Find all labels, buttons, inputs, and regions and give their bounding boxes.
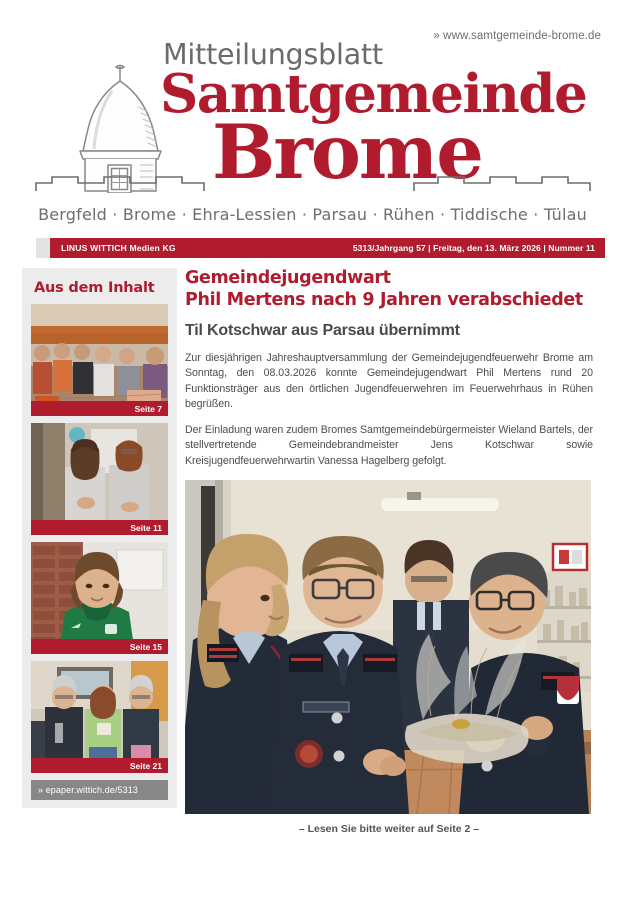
article-kicker-line1: Gemeindejugendwart bbox=[185, 268, 391, 288]
page-badge: Seite 15 bbox=[31, 639, 168, 654]
article-paragraph-1: Zur diesjährigen Jahreshauptversammlung der Gemeindejugendfeuerwehr Brome am Sonntag, den 08.03.2026 konnte Gemeindejugendwart Phil Mertens rund 20 Funktionsträger aus den örtlichen Jugendfeuerwehren im Feuerwehrhaus in Rühen begrüßen. bbox=[185, 352, 593, 410]
list-item[interactable] bbox=[31, 661, 168, 773]
page-badge: Seite 7 bbox=[31, 401, 168, 416]
list-item[interactable] bbox=[31, 423, 168, 535]
article-kicker-line2: Phil Mertens nach 9 Jahren verabschiedet bbox=[185, 289, 583, 310]
list-item[interactable] bbox=[31, 542, 168, 654]
website-url[interactable]: » www.samtgemeinde-brome.de bbox=[433, 30, 601, 42]
article-subhead: Til Kotschwar aus Parsau übernimmt bbox=[185, 322, 460, 339]
thumbnail-young-athlete bbox=[31, 542, 168, 654]
publisher-name: LINUS WITTICH Medien KG bbox=[61, 243, 176, 253]
contents-sidebar bbox=[22, 268, 177, 808]
article-kicker bbox=[185, 268, 593, 311]
article-paragraph-2: Der Einladung waren zudem Bromes Samtgemeindebürgermeister Wieland Bartels, der stellvertretende Gemeindebrandmeister Jens Kotschwar sowie Kreisjugendfeuerwehrwartin Vanessa Hagelberg gefolgt. bbox=[185, 424, 593, 467]
page-badge: Seite 11 bbox=[31, 520, 168, 535]
masthead-title-line2: Brome bbox=[212, 108, 483, 196]
crenellated-wall-graphic bbox=[34, 175, 594, 193]
village-list: Bergfeld · Brome · Ehra-Lessien · Parsau · Rühen · Tiddische · Tülau bbox=[38, 205, 587, 224]
thumbnail-two-women bbox=[31, 423, 168, 535]
thumbnail-seminar-group bbox=[31, 304, 168, 416]
masthead bbox=[0, 0, 625, 224]
epaper-link[interactable]: » epaper.wittich.de/5313 bbox=[31, 780, 168, 800]
thumbnail-three-women bbox=[31, 661, 168, 773]
sidebar-title: Aus dem Inhalt bbox=[34, 280, 155, 296]
tower-logo-icon bbox=[52, 55, 202, 193]
page-badge: Seite 21 bbox=[31, 758, 168, 773]
lead-article bbox=[185, 268, 593, 835]
page-body bbox=[0, 268, 625, 888]
issue-details: 5313/Jahrgang 57 | Freitag, den 13. März 2026 | Nummer 11 bbox=[352, 243, 595, 253]
issue-info-bar bbox=[0, 238, 625, 258]
firefighters-handover-photo bbox=[185, 480, 591, 814]
masthead-title-line1: Samtgemeinde bbox=[160, 63, 587, 125]
masthead-eyebrow: Mitteilungsblatt bbox=[163, 38, 383, 71]
continued-note: – Lesen Sie bitte weiter auf Seite 2 – bbox=[298, 823, 480, 836]
list-item[interactable] bbox=[31, 304, 168, 416]
